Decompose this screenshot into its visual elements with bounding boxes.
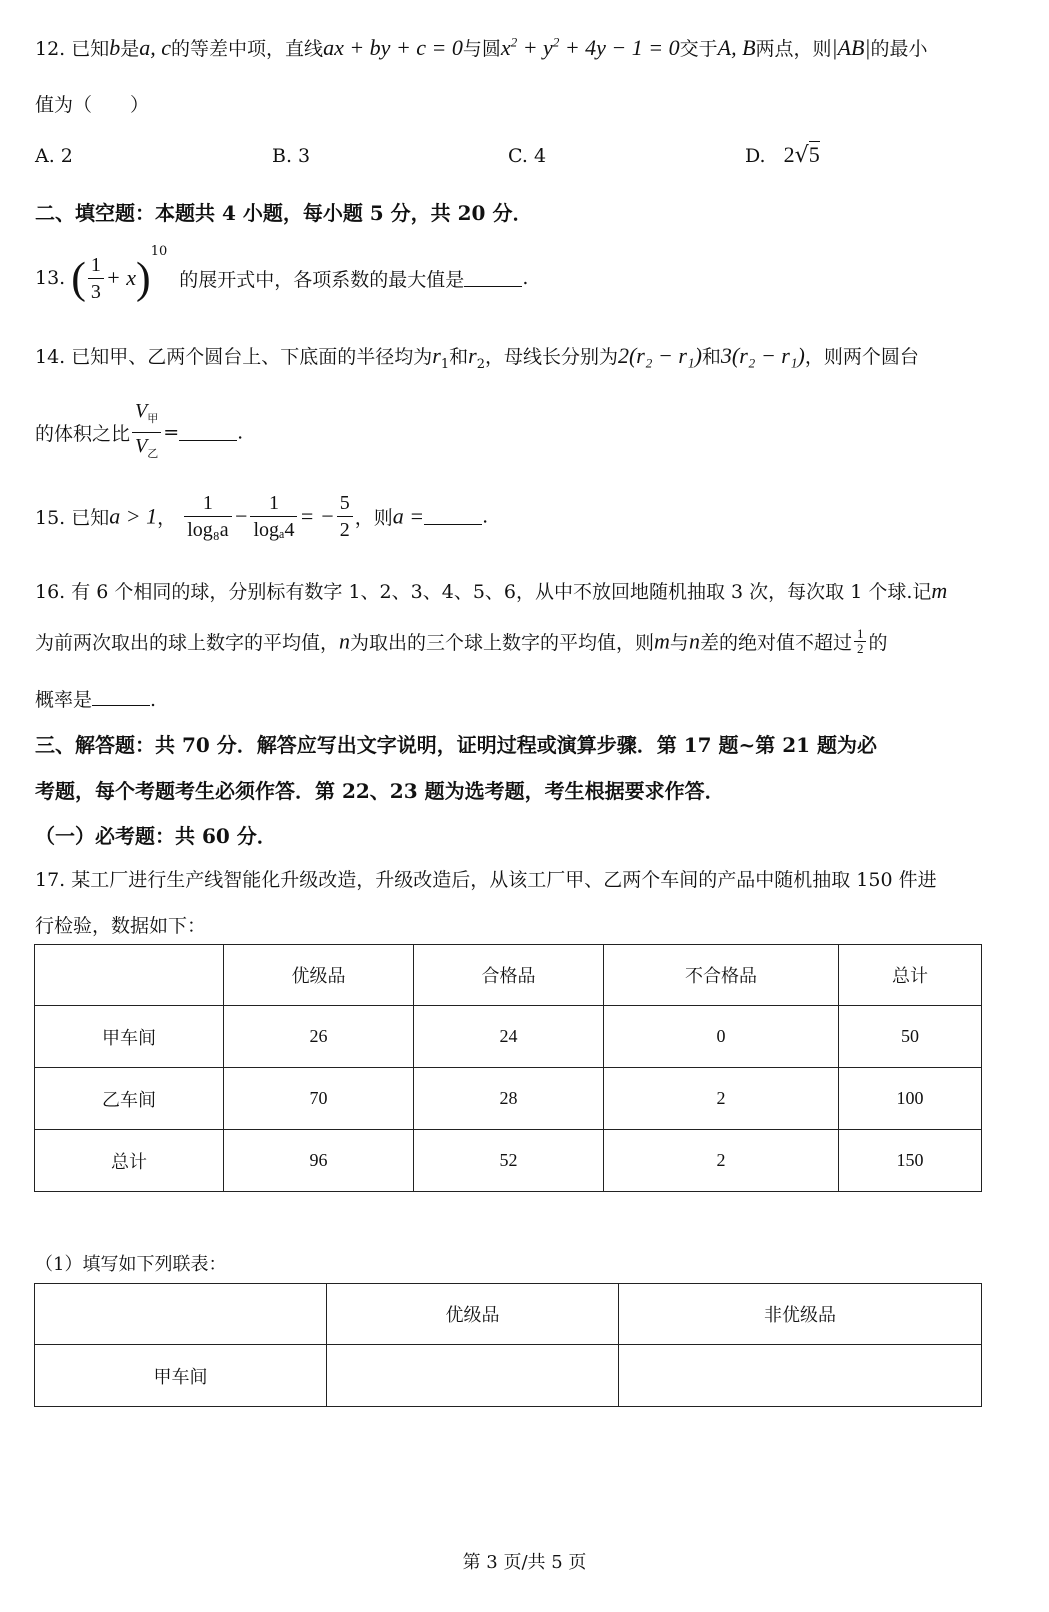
table-header-cell: 不合格品 — [604, 945, 839, 1006]
q12-line1: 12. 已知b是a, c的等差中项，直线ax + by + c = 0与圆$x^2 + y^2 + 4y - 1 = 0$交于A, B两点，则|AB|的最小 — [35, 34, 928, 60]
q12-option-a: A. 2 — [35, 145, 73, 167]
section2-title: 二、填空题：本题共 4 小题，每小题 5 分，共 20 分． — [35, 201, 533, 225]
table-cell: 甲车间 — [35, 1345, 327, 1407]
q12-line2: 值为（ ） — [35, 94, 150, 116]
answer-cell[interactable] — [327, 1345, 619, 1407]
table-cell: 2 — [604, 1130, 839, 1192]
table-cell: 乙车间 — [35, 1068, 224, 1130]
table-header-cell: 总计 — [839, 945, 982, 1006]
table-cell: 70 — [224, 1068, 414, 1130]
table-cell: 150 — [839, 1130, 982, 1192]
table-cell: 0 — [604, 1006, 839, 1068]
q13: 13. ( $\frac{1}{3}$ + x)$^{10}$ 的展开式中，各项系数的最大值是 . — [35, 244, 529, 303]
contingency-table — [34, 1283, 982, 1407]
q12-option-b: B. 3 — [272, 145, 311, 167]
section3-line3: （一）必考题：共 60 分． — [35, 824, 277, 848]
table-row — [35, 1068, 982, 1130]
q16-line2: 为前两次取出的球上数字的平均值，n为取出的三个球上数字的平均值，则m与n差的绝对值不超过 $\frac{1}{2}$ 的 — [35, 626, 888, 656]
section3-line1: 三、解答题：共 70 分．解答应写出文字说明，证明过程或演算步骤．第 17 题~第 21 题为必 — [35, 733, 878, 757]
q15: 15. 已知a > 1， $\frac{1}{\text{log₈a}}$ − $\frac{1}{\text{logₐ4}}$ = − $\frac{5}{2}$ ，则a = . — [35, 492, 489, 541]
q17-line1: 17. 某工厂进行生产线智能化升级改造，升级改造后，从该工厂甲、乙两个车间的产品中随机抽取 150 件进 — [35, 869, 937, 891]
section3-line2: 考题，每个考题考生必须作答．第 22、23 题为选考题，考生根据要求作答． — [35, 779, 725, 803]
q14-line2: 的体积之比 $\frac{V_甲}{V_乙}$ = . — [35, 400, 244, 460]
data-table — [34, 944, 982, 1192]
table-cell: 96 — [224, 1130, 414, 1192]
q12-option-c: C. 4 — [508, 145, 547, 167]
table-row — [35, 1130, 982, 1192]
q12-option-d: D. 2√5 — [745, 142, 820, 168]
table-cell: 28 — [414, 1068, 604, 1130]
q16-line1: 16. 有 6 个相同的球，分别标有数字 1、2、3、4、5、6，从中不放回地随机抽取 3 次，每次取 1 个球.记m — [35, 578, 948, 603]
table-header-cell: 优级品 — [224, 945, 414, 1006]
table-cell: 2 — [604, 1068, 839, 1130]
table-row — [35, 1345, 982, 1407]
q14-line1: 14. 已知甲、乙两个圆台上、下底面的半径均为$r_1$和$r_2$，母线长分别为2(r₂ − r₁)和3(r₂ − r₁)，则两个圆台 — [35, 343, 919, 372]
table-cell: 总计 — [35, 1130, 224, 1192]
table-cell: 甲车间 — [35, 1006, 224, 1068]
page-footer: 第 3 页/共 5 页 — [462, 1552, 587, 1573]
table-header-cell: 非优级品 — [619, 1284, 982, 1345]
table-cell: 50 — [839, 1006, 982, 1068]
q16-line3: 概率是 . — [35, 689, 157, 711]
table-cell: 100 — [839, 1068, 982, 1130]
table-cell: 24 — [414, 1006, 604, 1068]
answer-cell[interactable] — [619, 1345, 982, 1407]
table-header-cell — [35, 945, 224, 1006]
table-cell: 26 — [224, 1006, 414, 1068]
table-header-cell: 合格品 — [414, 945, 604, 1006]
table-header-cell — [35, 1284, 327, 1345]
q17-line2: 行检验，数据如下： — [35, 915, 207, 937]
table-header-cell: 优级品 — [327, 1284, 619, 1345]
table-row — [35, 1006, 982, 1068]
table-cell: 52 — [414, 1130, 604, 1192]
q17-sub1: （1）填写如下列联表： — [35, 1254, 227, 1275]
